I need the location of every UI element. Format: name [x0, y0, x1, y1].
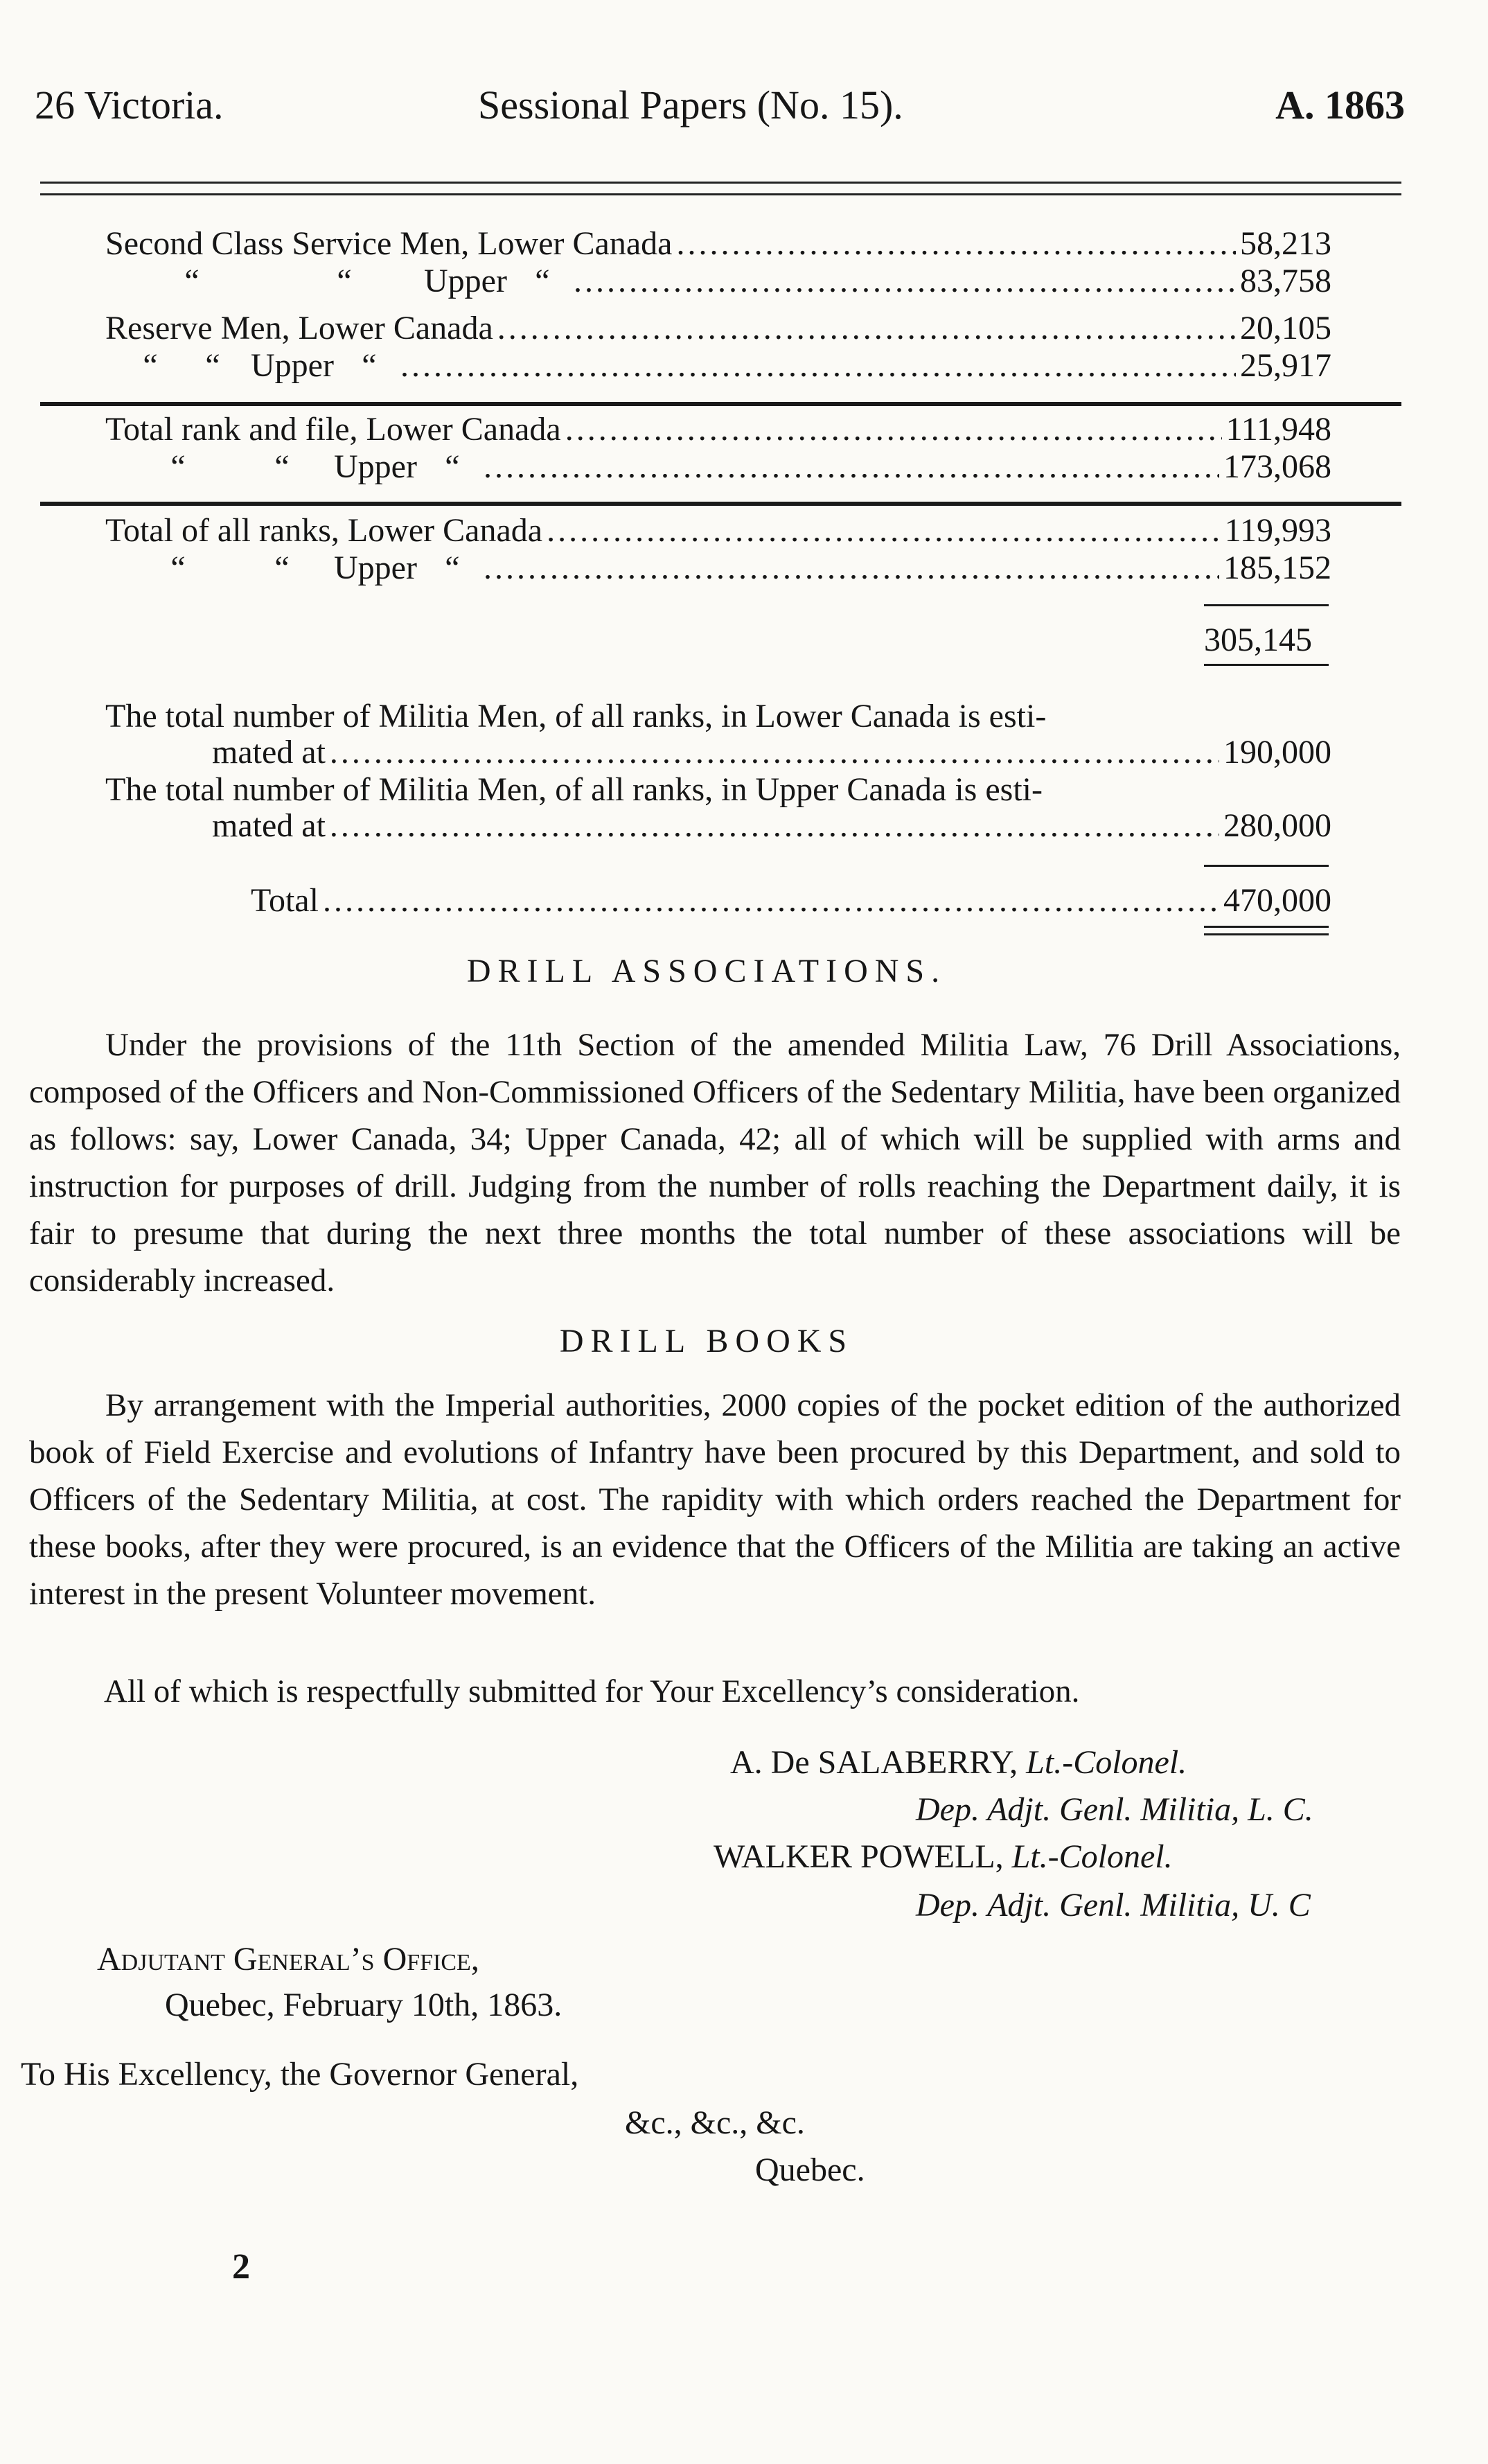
row-reserve-lower: Reserve Men, Lower Canada . . . 20,105	[105, 309, 1331, 348]
closing-line: All of which is respectfully submitted for Your Excellency’s consideration.	[104, 1673, 1080, 1709]
rule-sum	[1204, 604, 1329, 606]
office-date: Quebec, February 10th, 1863.	[165, 1987, 563, 2023]
row-second-class-lower: Second Class Service Men, Lower Canada . . . 58,213	[105, 225, 1331, 263]
row-militia-lower: mated at . . . 190,000	[212, 733, 1331, 772]
row-rank-file-upper: “ “ Upper “ . . . 173,068	[105, 448, 1331, 486]
header-session: 26 Victoria.	[35, 82, 224, 127]
rule-sum-bottom	[1204, 664, 1329, 666]
militia-upper-line1: The total number of Militia Men, of all ranks, in Upper Canada is esti-	[105, 771, 1043, 808]
row-militia-upper: mated at . . . 280,000	[212, 807, 1331, 845]
all-ranks-sum: 305,145	[1204, 622, 1312, 658]
signature-2-name: WALKER POWELL, Lt.-Colonel.	[714, 1838, 1173, 1875]
row-all-ranks-lower: Total of all ranks, Lower Canada . . . 119,993	[105, 511, 1331, 550]
heading-drill-books: DRILL BOOKS	[559, 1323, 854, 1359]
address-line-3: Quebec.	[755, 2151, 865, 2188]
row-reserve-upper: “ “ Upper “ . . . 25,917	[105, 346, 1331, 385]
paragraph-drill-books: By arrangement with the Imperial authorities, 2000 copies of the pocket edition of the authorized book of Field Exercise and evolutions of Infantry have been procured by this Department, and sold to Officers of the Sedentary Militia, at cost. The rapidity with which orders reached the Department for these books, after they were procured, is an evidence that the Officers of the Militia are taking an active interest in the present Volunteer movement.	[29, 1387, 1401, 1612]
paragraph-drill-associations: Under the provisions of the 11th Section of the amended Militia Law, 76 Drill Associations, composed of the Officers and Non-Commissioned Officers of the Sedentary Militia, have been organized as follows: say, Lower Canada, 34; Upper Canada, 42; all of which will be supplied with arms and instruction for purposes of drill. Judging from the number of rolls reaching the Department daily, it is fair to presume that during the next three months the total number of these associations will be considerably increased.	[29, 1027, 1401, 1299]
row-rank-file-lower: Total rank and file, Lower Canada . . . 111,948	[105, 410, 1331, 449]
rule-total	[1204, 865, 1329, 867]
row-total: Total . . . 470,000	[251, 881, 1331, 920]
signature-1-title: Dep. Adjt. Genl. Militia, L. C.	[916, 1791, 1313, 1828]
row-all-ranks-upper: “ “ Upper “ . . . 185,152	[105, 549, 1331, 588]
address-line-2: &c., &c., &c.	[625, 2104, 805, 2141]
row-second-class-upper: “ “ Upper “ . . . 83,758	[105, 262, 1331, 301]
page-number: 2	[232, 2247, 250, 2287]
header-rule	[40, 182, 1401, 195]
header-title: Sessional Papers (No. 15).	[478, 82, 903, 127]
page-header	[35, 82, 1405, 137]
address-line-1: To His Excellency, the Governor General,	[21, 2056, 579, 2093]
signature-2-title: Dep. Adjt. Genl. Militia, U. C	[916, 1887, 1311, 1924]
header-year: A. 1863	[1275, 82, 1405, 127]
signature-1-name: A. De SALABERRY, Lt.-Colonel.	[730, 1744, 1187, 1781]
heading-drill-associations: DRILL ASSOCIATIONS.	[466, 953, 947, 989]
rule-rank-file	[40, 402, 1401, 406]
rule-total-double	[1204, 926, 1329, 935]
rule-all-ranks	[40, 502, 1401, 506]
militia-lower-line1: The total number of Militia Men, of all ranks, in Lower Canada is esti-	[105, 698, 1047, 734]
office-name: Adjutant General’s Office,	[97, 1941, 479, 1978]
